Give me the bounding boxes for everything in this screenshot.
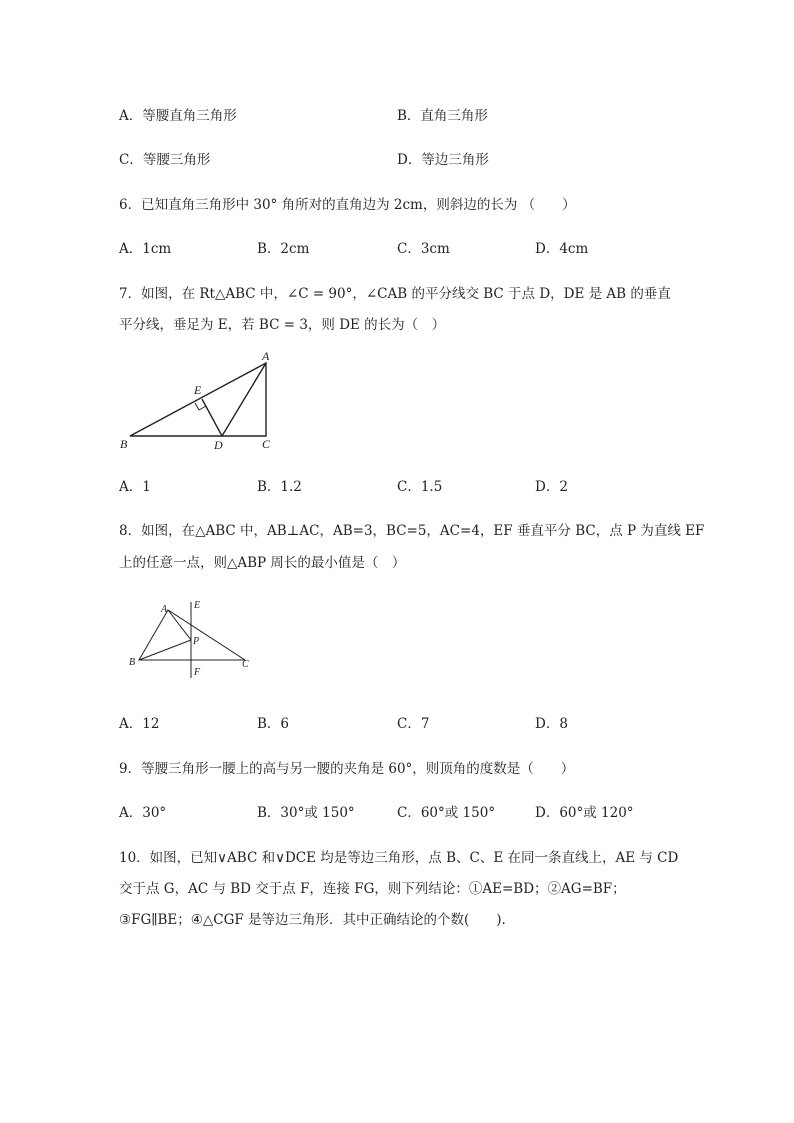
q8-stem-line1: 8．如图，在△ABC 中，AB⊥AC，AB=3，BC=5，AC=4，EF 垂直平分 BC，点 P 为直线 EF (119, 523, 705, 539)
q7-stem-line1: 7．如图，在 Rt△ABC 中，∠C = 90°，∠CAB 的平分线交 BC 于点 D，DE 是 AB 的垂直 (119, 286, 671, 302)
q7-option-c: C．1.5 (397, 479, 443, 495)
q9-option-a: A．30° (119, 805, 167, 821)
q5-option-b: B．直角三角形 (397, 108, 488, 124)
q7-triangle-abc (130, 363, 266, 436)
q8-option-b: B．6 (257, 716, 290, 732)
q8-label-p: P (193, 636, 200, 647)
q6-option-d: D．4cm (535, 241, 589, 257)
q6-option-c: C．3cm (397, 241, 450, 257)
q10-stem-line1: 10．如图，已知∨ABC 和∨DCE 均是等边三角形，点 B、C、E 在同一条直线上，AE 与 CD (119, 850, 679, 866)
q8-option-a: A．12 (119, 716, 160, 732)
q7-option-d: D．2 (535, 479, 568, 495)
q5-option-c: C．等腰三角形 (119, 152, 211, 168)
q8-option-c: C．7 (397, 716, 430, 732)
q10-stem-line3: ③FG∥BE；④△CGF 是等边三角形．其中正确结论的个数( ). (119, 912, 506, 928)
q7-label-a: A (262, 349, 270, 363)
q7-label-e: E (194, 383, 202, 397)
q7-label-d: D (214, 438, 223, 452)
q8-triangle-abc (139, 610, 245, 660)
q8-label-e: E (194, 600, 201, 611)
q9-stem: 9．等腰三角形一腰上的高与另一腰的夹角是 60°，则顶角的度数是（ ） (119, 761, 575, 777)
q8-label-c: C (242, 659, 249, 670)
q5-option-d: D．等边三角形 (397, 152, 489, 168)
q8-segment-bp (139, 640, 191, 660)
q6-stem: 6．已知直角三角形中 30° 角所对的直角边为 2cm，则斜边的长为 （ ） (119, 197, 576, 213)
q6-option-b: B．2cm (257, 241, 310, 257)
q7-option-b: B．1.2 (257, 479, 302, 495)
q7-option-a: A．1 (119, 479, 151, 495)
q9-option-c: C．60°或 150° (397, 805, 496, 821)
q7-segment-de (202, 399, 222, 436)
q8-figure (125, 598, 260, 680)
q9-option-b: B．30°或 150° (257, 805, 355, 821)
q7-segment-ad (222, 363, 266, 436)
q7-figure (110, 348, 290, 456)
q8-segment-ap (168, 610, 191, 640)
q9-option-d: D．60°或 120° (535, 805, 634, 821)
q5-option-a: A．等腰直角三角形 (119, 108, 237, 124)
q8-label-a: A (161, 604, 168, 615)
q6-option-a: A．1cm (119, 241, 172, 257)
q8-label-b: B (129, 657, 136, 668)
q10-stem-line2: 交于点 G，AC 与 BD 交于点 F，连接 FG，则下列结论：①AE=BD；②AG=BF； (119, 881, 626, 897)
q7-label-c: C (262, 437, 271, 451)
q8-option-d: D．8 (535, 716, 568, 732)
q7-stem-line2: 平分线，垂足为 E，若 BC = 3，则 DE 的长为（ ） (119, 317, 446, 333)
q8-stem-line2: 上的任意一点，则△ABP 周长的最小值是（ ） (119, 555, 406, 571)
q7-label-b: B (120, 437, 128, 451)
q8-label-f: F (194, 667, 201, 678)
